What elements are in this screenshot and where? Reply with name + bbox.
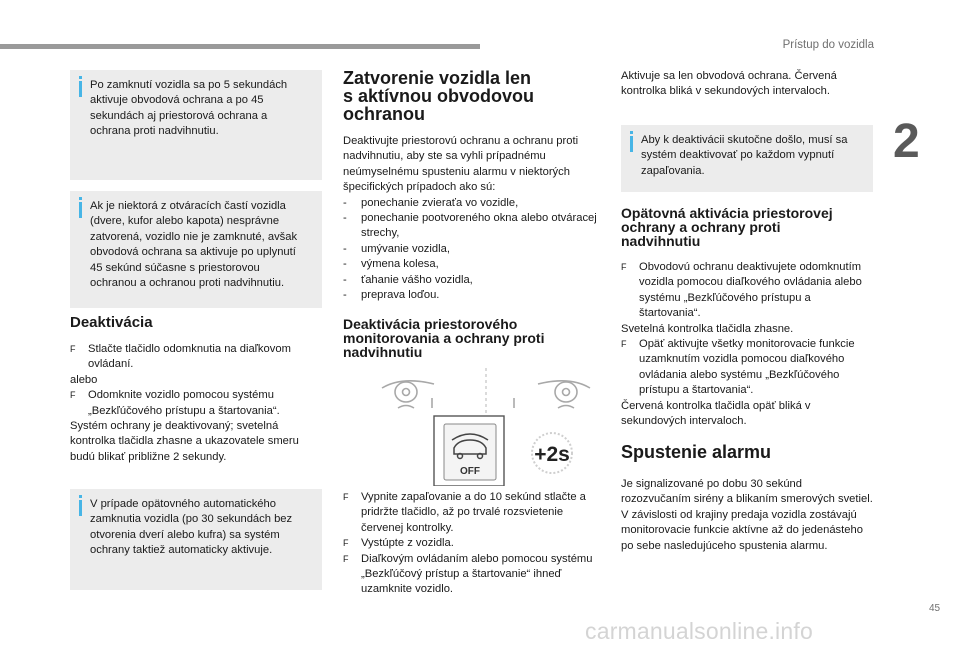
bullet-icon: F <box>70 390 76 401</box>
section-title: Spustenie alarmu <box>621 442 772 462</box>
note-text: Aby k deaktivácii skutočne došlo, musí sa systém deaktivovať po každom vypnutí zapaľovania. <box>641 134 848 177</box>
subsection-heading: Opätovná aktivácia priestorovej ochrany a ochrany proti nadvihnutiu <box>621 205 833 249</box>
bullet-item: F Opäť aktivujte všetky monitorovacie funkcie uzamknutím vozidla pomocou diaľkového ovládania alebo systému „Bezkľúčového prístupu a štartovania“. <box>621 338 855 397</box>
subsection-heading: Deaktivácia priestorového monitorovania a ochrany proti nadvihnutiu <box>343 316 545 361</box>
list-item: - výmena kolesa, <box>343 257 599 272</box>
list-item: - preprava loďou. <box>343 288 599 303</box>
list-item: - ponechanie zvieraťa vo vozidle, <box>343 196 599 211</box>
alarm-diagram <box>372 368 600 486</box>
interior-sensor-icon <box>382 381 434 408</box>
bullet-item: F Vystúpte z vozidla. <box>343 536 599 551</box>
dash-list <box>343 196 599 304</box>
info-note <box>621 125 873 192</box>
paragraph: Je signalizované po dobu 30 sekúnd rozozvučaním sirény a blikaním smerových svetiel. <box>621 478 873 506</box>
paragraph: Aktivuje sa len obvodová ochrana. Červená kontrolka bliká v sekundových intervaloch. <box>621 70 837 98</box>
info-icon <box>79 81 82 97</box>
info-note <box>70 489 322 590</box>
reactivation-section <box>621 206 873 429</box>
chapter-number: 2 <box>893 115 920 168</box>
bullet-item: F Vypnite zapaľovanie a do 10 sekúnd stlačte a pridržte tlačidlo, až po trvalé rozsvietenie červenej kontrolky. <box>343 491 586 534</box>
interior-sensor-icon <box>514 381 590 408</box>
section-title: Zatvorenie vozidla len s aktívnou obvodovou ochranou <box>343 68 535 124</box>
info-note <box>70 191 322 308</box>
bullet-icon: F <box>70 344 76 354</box>
paragraph: Systém ochrany je deaktivovaný; svetelná kontrolka tlačidla zhasne a ukazovatele smeru budú blikať približne 2 sekundy. <box>70 420 299 463</box>
note-text: Ak je niektorá z otváracích častí vozidla (dvere, kufor alebo kapota) nesprávne zatvorená, vozidlo nie je zamknuté, avšak obvodová ochrana sa aktivuje po uplynutí 45 sekúnd súčasne s priestorovou ochranou a ochranou proti nadvihnutiu. <box>90 200 298 290</box>
closing-section <box>343 69 599 359</box>
chapter-title: Prístup do vozidla <box>782 39 874 51</box>
bullet-icon: F <box>343 538 349 549</box>
watermark: carmanualsonline.info <box>585 618 813 644</box>
or-text: alebo <box>70 373 98 386</box>
info-note <box>70 70 322 180</box>
bullet-icon: F <box>621 339 627 350</box>
bullet-item: F Odomknite vozidlo pomocou systému „Bezkľúčového prístupu a štartovania“. <box>70 389 280 417</box>
bullet-item: F Stlačte tlačidlo odomknutia na diaľkovom ovládaní. <box>70 343 291 371</box>
note-text: Po zamknutí vozidla sa po 5 sekundách aktivuje obvodová ochrana a po 45 sekundách aj priestorová ochrana a ochrana proti nadvihnutiu. <box>90 79 288 138</box>
list-item: - ťahanie vášho vozidla, <box>343 273 599 288</box>
off-label: OFF <box>460 466 480 477</box>
section-heading: Deaktivácia <box>70 314 153 331</box>
two-seconds-label: +2s <box>534 443 570 466</box>
bullet-icon: F <box>343 492 349 502</box>
list-item: - umývanie vozidla, <box>343 242 599 257</box>
bullet-item: F Obvodovú ochranu deaktivujete odomknutím vozidla pomocou diaľkového ovládania alebo systému „Bezkľúčového prístupu a štartovania“. <box>621 261 862 320</box>
info-icon <box>630 136 633 152</box>
bullet-icon: F <box>621 262 627 272</box>
alarm-section <box>621 443 873 554</box>
bullet-icon: F <box>343 553 349 564</box>
bullet-item: F Diaľkovým ovládaním alebo pomocou systému „Bezkľúčový prístup a štartovanie“ ihneď uzamknite vozidlo. <box>343 552 593 596</box>
alarm-button-illustration <box>372 368 600 486</box>
info-icon <box>79 500 82 516</box>
info-icon <box>79 202 82 218</box>
note-text: V prípade opätovného automatického zamknutia vozidla (po 30 sekundách bez otvorenia dverí alebo kufra) sa systém ochrany taktiež automaticky aktivuje. <box>90 498 293 557</box>
deactivation-section <box>70 316 322 465</box>
paragraph: Svetelná kontrolka tlačidla zhasne. <box>621 322 794 335</box>
paragraph: Deaktivujte priestorovú ochranu a ochranu proti nadvihnutiu, aby ste sa vyhli prípadnému neúmyselnému spusteniu alarmu v niektorých špecifických prípadoch ako sú: <box>343 135 579 194</box>
list-item: - ponechanie pootvoreného okna alebo otváracej strechy, <box>343 211 599 242</box>
paragraph: Červená kontrolka tlačidla opäť bliká v sekundových intervaloch. <box>621 399 811 428</box>
header-rule <box>0 44 480 49</box>
paragraph: V závislosti od krajiny predaja vozidla zostávajú monitorovacie funkcie aktívne až do jedenásteho po sebe nasledujúceho spustenia alarmu. <box>621 508 863 552</box>
page-number: 45 <box>929 603 941 614</box>
instruction-list <box>343 490 599 598</box>
